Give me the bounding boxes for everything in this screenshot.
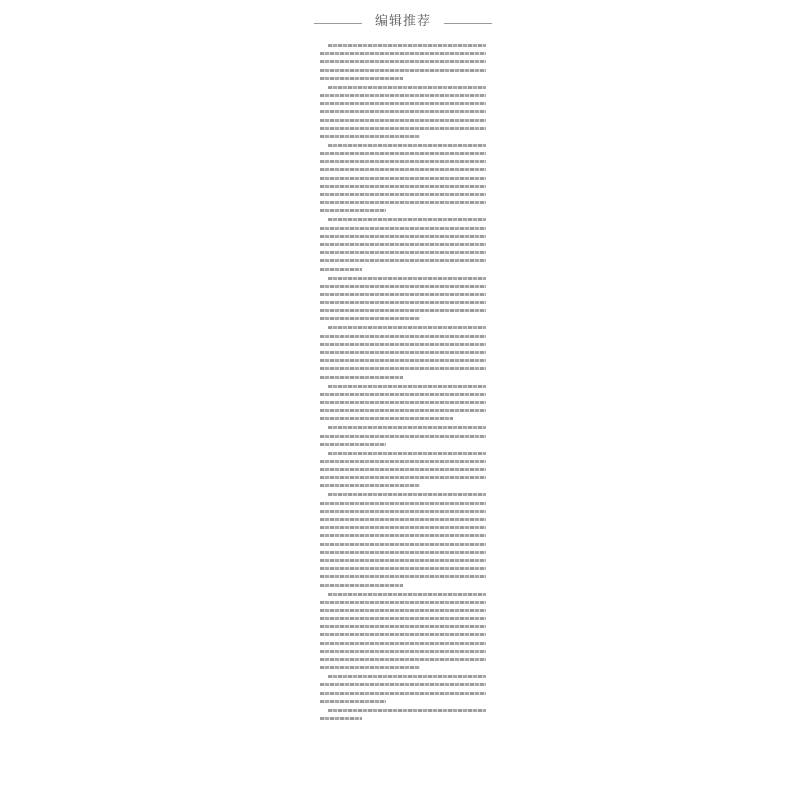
paragraph xyxy=(320,218,486,270)
recommendation-body xyxy=(314,44,492,720)
paragraph xyxy=(320,277,486,321)
paragraph xyxy=(320,44,486,80)
section-header xyxy=(314,10,492,44)
paragraph xyxy=(320,709,486,720)
section-title: 编辑推荐 xyxy=(374,14,431,29)
paragraph xyxy=(320,86,486,138)
document-page xyxy=(314,10,492,790)
paragraph xyxy=(320,593,486,670)
paragraph xyxy=(320,493,486,586)
paragraph xyxy=(320,426,486,445)
header-rule-right xyxy=(444,23,492,24)
paragraph xyxy=(320,675,486,703)
paragraph xyxy=(320,326,486,378)
paragraph xyxy=(320,385,486,421)
paragraph xyxy=(320,144,486,213)
paragraph xyxy=(320,452,486,488)
